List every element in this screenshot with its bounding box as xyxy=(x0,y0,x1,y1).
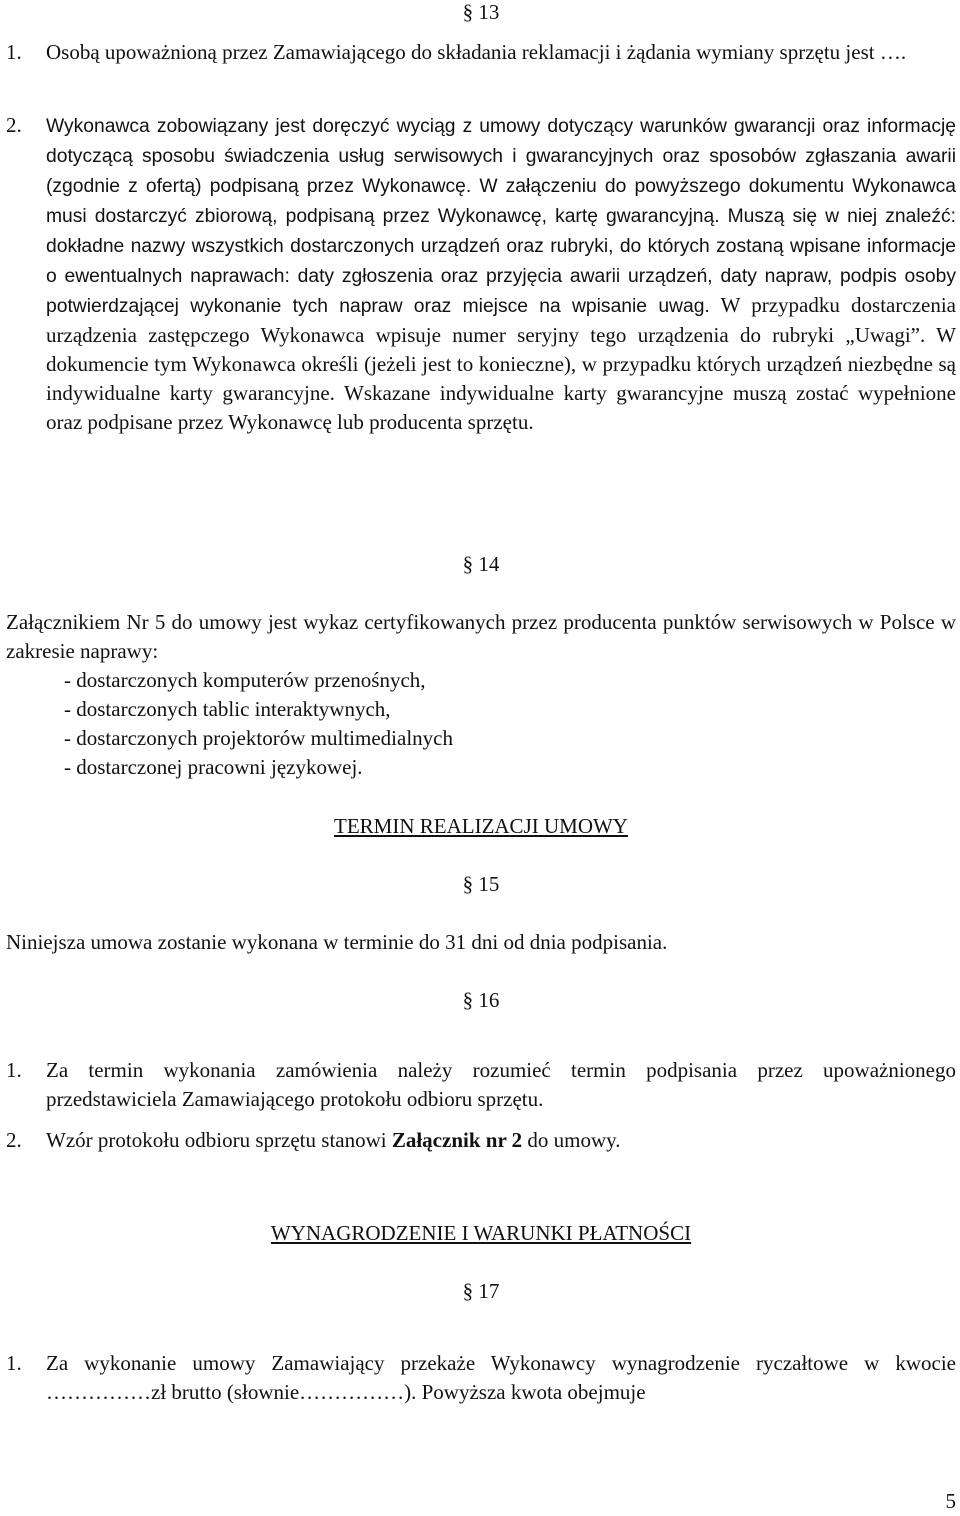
item-text: Za termin wykonania zamówienia należy rozumieć termin podpisania przez upoważnionego przedstawiciela Zamawiającego protokołu odbioru sprzętu. xyxy=(46,1058,956,1111)
heading-wynagrodzenie: WYNAGRODZENIE I WARUNKI PŁATNOŚCI xyxy=(270,1221,692,1245)
section-16-item-1 xyxy=(6,1056,956,1114)
section-13-item-2 xyxy=(6,111,956,437)
item-text-part-a: Wykonawca zobowiązany jest doręczyć wyciąg z umowy dotyczący warunków gwarancji oraz informację dotyczącą sposobu świadczenia usług serwisowych i gwarancyjnych oraz sposobów zgłaszania awarii (zgodnie z ofertą) podpisaną przez Wykonawcę. W załączeniu do powyższego dokumentu Wykonawca musi dostarczyć zbiorową, podpisaną przez Wykonawcę, kartę gwarancyjną. xyxy=(46,116,956,227)
list-item: - dostarczonej pracowni językowej. xyxy=(64,755,363,779)
section-14-list xyxy=(64,666,453,782)
item-number: 2. xyxy=(6,1128,22,1152)
list-item: - dostarczonych komputerów przenośnych, xyxy=(64,668,426,692)
section-14-intro: Załącznikiem Nr 5 do umowy jest wykaz certyfikowanych przez producenta punktów serwisowych w Polsce w zakresie naprawy: xyxy=(6,610,956,663)
list-item: - dostarczonych projektorów multimedialnych xyxy=(64,726,453,750)
item-number: 2. xyxy=(6,113,22,137)
section-16-mark: § 16 xyxy=(462,988,500,1012)
section-14-mark: § 14 xyxy=(462,552,500,576)
item-text: Za wykonanie umowy Zamawiający przekaże Wykonawcy wynagrodzenie ryczałtowe w kwocie ……………zł brutto (słownie……………). Powyższa kwota obejmuje xyxy=(46,1351,956,1404)
item-number: 1. xyxy=(6,1058,22,1082)
item-text-part-c: W przypadku dostarczenia urządzenia zastępczego Wykonawca wpisuje numer seryjny tego urządzenia do rubryki „Uwagi”. W dokumencie tym Wykonawca określi (jeżeli jest to konieczne), w przypadku których urządzeń niezbędne są indywidualne karty gwarancyjne. Wskazane indywidualne karty gwarancyjne muszą zostać wypełnione oraz podpisane przez Wykonawcę lub producenta sprzętu. xyxy=(46,293,956,434)
section-13-item-1 xyxy=(6,38,956,67)
item-number: 1. xyxy=(6,40,22,64)
list-item: - dostarczonych tablic interaktywnych, xyxy=(64,697,391,721)
item-number: 1. xyxy=(6,1351,22,1375)
section-17-item-1 xyxy=(6,1349,956,1407)
item-text xyxy=(46,111,956,437)
section-15-mark: § 15 xyxy=(462,872,500,896)
page-number: 5 xyxy=(945,1489,956,1513)
section-16-item-2 xyxy=(6,1126,956,1155)
attachment-reference: Załącznik nr 2 xyxy=(391,1128,523,1152)
item-text-pre: Wzór protokołu odbioru sprzętu stanowi xyxy=(46,1128,392,1152)
section-17-mark: § 17 xyxy=(462,1279,500,1303)
item-text xyxy=(46,1126,956,1155)
item-text: Osobą upoważnioną przez Zamawiającego do składania reklamacji i żądania wymiany sprzętu jest …. xyxy=(46,40,907,64)
section-15-text: Niniejsza umowa zostanie wykonana w terminie do 31 dni od dnia podpisania. xyxy=(6,930,668,954)
section-13-mark: § 13 xyxy=(462,0,500,24)
item-text-part-b: Muszą się w niej znaleźć: dokładne nazwy wszystkich dostarczonych urządzeń oraz rubryki, do których zostaną wpisane informacje o ewentualnych naprawach: daty zgłoszenia oraz przyjęcia awarii urządzeń, daty napraw, podpis osoby potwierdzającej wykonanie tych napraw oraz miejsce na wpisanie uwag. xyxy=(46,206,956,317)
heading-termin-realizacji: TERMIN REALIZACJI UMOWY xyxy=(334,814,628,838)
item-text-post: do umowy. xyxy=(522,1128,621,1152)
